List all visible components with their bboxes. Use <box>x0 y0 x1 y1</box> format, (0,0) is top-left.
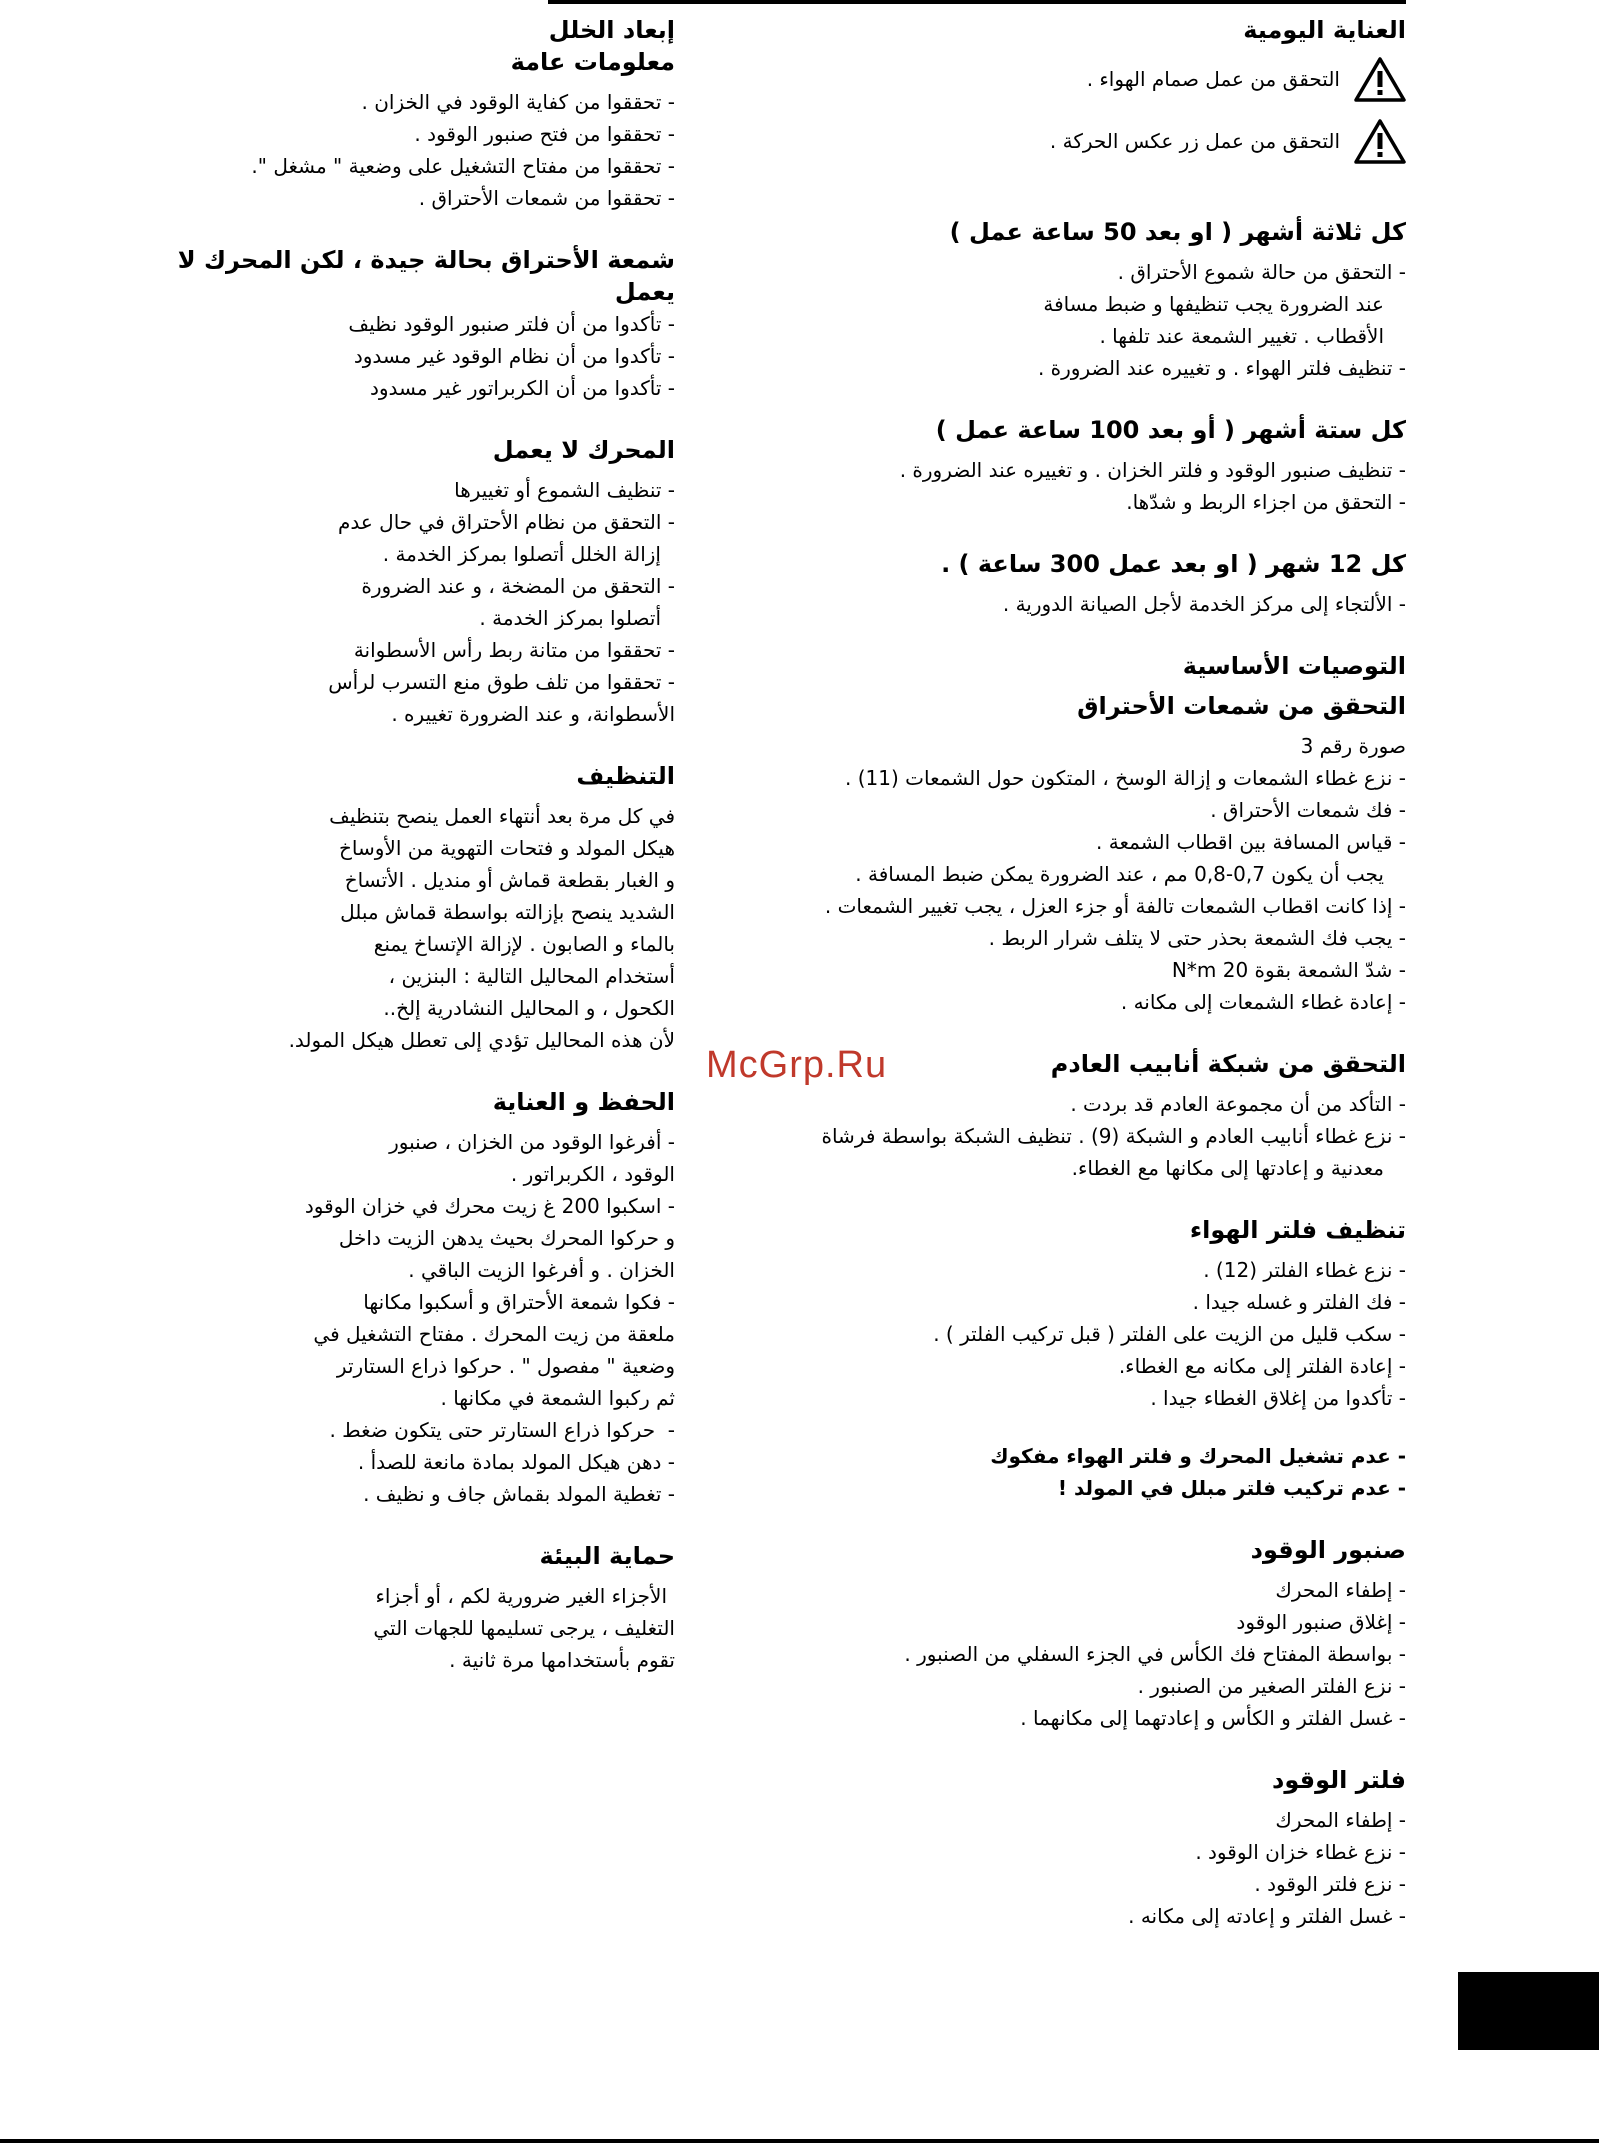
engine-not-working-section <box>155 434 675 730</box>
text-line: الكحول ، و المحاليل النشادرية إلخ.. <box>383 996 675 1020</box>
subsection-title: معلومات عامة <box>510 48 675 76</box>
warning-triangle-icon <box>1354 56 1406 102</box>
text-line: - تحققوا من كفاية الوقود في الخزان . <box>361 90 675 114</box>
text-line: أتصلوا بمركز الخدمة . <box>479 606 661 630</box>
text-line: - التحقق من حالة شموع الأحتراق . <box>1117 260 1406 284</box>
section-title: حماية البيئة <box>539 1542 675 1570</box>
section-title: تنظيف فلتر الهواء <box>1189 1216 1406 1244</box>
spark-ok-section <box>155 244 675 404</box>
text-line: صورة رقم 3 <box>1300 734 1406 758</box>
section-title: التنظيف <box>576 762 675 790</box>
section-title: صنبور الوقود <box>1250 1536 1406 1564</box>
page-tab-marker <box>1458 1972 1599 2050</box>
environment-section <box>155 1540 675 1676</box>
text-line: يجب أن يكون 0,7-0,8 مم ، عند الضرورة يمكن ضبط المسافة . <box>855 862 1384 886</box>
text-line: - شدّ الشمعة بقوة 20 N*m <box>1171 958 1406 982</box>
bottom-rule <box>0 2139 1599 2143</box>
text-line: - تأكدوا من أن نظام الوقود غير مسدود <box>353 344 675 368</box>
text-line: - التحقق من نظام الأحتراق في حال عدم <box>337 510 675 534</box>
text-line: - تحققوا من شمعات الأحتراق . <box>418 186 675 210</box>
text-line: - تنظيف الشموع أو تغييرها <box>454 478 675 502</box>
section-title: كل ثلاثة أشهر ( او بعد 50 ساعة عمل ) <box>949 218 1406 246</box>
storage-section <box>155 1086 675 1510</box>
warning-triangle-icon <box>1354 118 1406 164</box>
text-line: الأجزاء الغير ضرورية لكم ، أو أجزاء <box>375 1584 667 1608</box>
text-line: عند الضرورة يجب تنظيفها و ضبط مسافة <box>1043 292 1384 316</box>
text-line: - التحقق من اجزاء الربط و شدّها. <box>1126 490 1406 514</box>
text-line: - تنظيف صنبور الوقود و فلتر الخزان . و تغييره عند الضرورة . <box>899 458 1406 482</box>
text-line: - تأكدوا من أن الكربراتور غير مسدود <box>369 376 675 400</box>
warning-text: التحقق من عمل صمام الهواء . <box>1086 67 1340 91</box>
fuel-tap-section <box>686 1534 1406 1734</box>
text-line: - بواسطة المفتاح فك الكأس في الجزء السفلي من الصنبور . <box>904 1642 1406 1666</box>
text-line: تقوم بأستخدامها مرة ثانية . <box>449 1648 675 1672</box>
text-line: - إطفاء المحرك <box>1275 1578 1406 1602</box>
fuel-filter-section <box>686 1764 1406 1932</box>
section-title: كل 12 شهر ( او بعد عمل 300 ساعة ) . <box>941 550 1406 578</box>
text-line: - إطفاء المحرك <box>1275 1808 1406 1832</box>
warning-text: التحقق من عمل زر عكس الحركة . <box>1049 129 1340 153</box>
text-line: هيكل المولد و فتحات التهوية من الأوساخ <box>339 836 675 860</box>
text-line: التغليف ، يرجى تسليمها للجهات التي <box>373 1616 675 1640</box>
text-line: - تأكدوا من إغلاق الغطاء جيدا . <box>1150 1386 1406 1410</box>
warning-row <box>686 118 1406 164</box>
text-line: الشديد ينصح بإزالته بواسطة قماش مبلل <box>340 900 675 924</box>
text-line: الوقود ، الكربراتور . <box>510 1162 675 1186</box>
text-line: - فك شمعات الأحتراق . <box>1210 798 1406 822</box>
six-months-section <box>686 414 1406 518</box>
text-line: - نزع غطاء الشمعات و إزالة الوسخ ، المتكون حول الشمعات (11) . <box>845 766 1406 790</box>
text-line: - نزع غطاء الفلتر (12) . <box>1203 1258 1406 1282</box>
text-line: - يجب فك الشمعة بحذر حتى لا يتلف شرار الربط . <box>988 926 1406 950</box>
three-months-section <box>686 216 1406 384</box>
text-line: الخزان . و أفرغوا الزيت الباقي . <box>408 1258 675 1282</box>
text-line: - إذا كانت اقطاب الشمعات تالفة أو جزء العزل ، يجب تغيير الشمعات . <box>824 894 1406 918</box>
text-line: في كل مرة بعد أنتهاء العمل ينصح بتنظيف <box>329 804 675 828</box>
text-line: - غسل الفلتر و الكأس و إعادتهما إلى مكانهما . <box>1020 1706 1406 1730</box>
section-title: المحرك لا يعمل <box>492 436 675 464</box>
text-line: إزالة الخلل أتصلوا بمركز الخدمة . <box>382 542 661 566</box>
text-line: - التأكد من أن مجموعة العادم قد بردت . <box>1070 1092 1406 1116</box>
text-line: - نزع الفلتر الصغير من الصنبور . <box>1137 1674 1406 1698</box>
text-line: - اسكبوا 200 غ زيت محرك في خزان الوقود <box>304 1194 675 1218</box>
text-line: - غسل الفلتر و إعادته إلى مكانه . <box>1128 1904 1406 1928</box>
text-line: و الغبار بقطعة قماش أو منديل . الأتساخ <box>344 868 675 892</box>
exhaust-section <box>686 1048 1406 1184</box>
text-line: - نزع غطاء أنابيب العادم و الشبكة (9) . تنظيف الشبكة بواسطة فرشاة <box>821 1124 1406 1148</box>
text-line: و حركوا المحرك بحيث يدهن الزيت داخل <box>338 1226 675 1250</box>
twelve-months-section <box>686 548 1406 620</box>
section-title: فلتر الوقود <box>1272 1766 1406 1794</box>
warning-row <box>686 56 1406 102</box>
text-line: الأسطوانة، و عند الضرورة تغييره . <box>391 702 675 726</box>
section-title: التوصيات الأساسية <box>1182 652 1406 680</box>
text-line: - سكب قليل من الزيت على الفلتر ( قبل تركيب الفلتر ) . <box>933 1322 1406 1346</box>
text-line: الأقطاب . تغيير الشمعة عند تلفها . <box>1099 324 1384 348</box>
watermark: McGrp.Ru <box>706 1044 888 1086</box>
section-title: شمعة الأحتراق بحالة جيدة ، لكن المحرك لا يعمل <box>177 246 675 306</box>
section-title: الحفظ و العناية <box>492 1088 675 1116</box>
basic-recommendations-section <box>686 650 1406 1018</box>
warning-line: - عدم تركيب فلتر مبلل في المولد ! <box>1057 1476 1406 1500</box>
text-line: - دهن هيكل المولد بمادة مانعة للصدأ . <box>357 1450 675 1474</box>
section-title: العناية اليومية <box>1243 16 1406 44</box>
text-line: - التحقق من المضخة ، و عند الضرورة <box>361 574 675 598</box>
text-line: - تغطية المولد بقماش جاف و نظيف . <box>363 1482 675 1506</box>
text-line: أستخدام المحاليل التالية : البنزين ، <box>388 964 675 988</box>
text-line: - تحققوا من فتح صنبور الوقود . <box>414 122 675 146</box>
text-line: ملعقة من زيت المحرك . مفتاح التشغيل في <box>313 1322 675 1346</box>
text-line: - أفرغوا الوقود من الخزان ، صنبور <box>389 1130 675 1154</box>
text-line: معدنية و إعادتها إلى مكانها مع الغطاء. <box>1071 1156 1384 1180</box>
top-rule <box>548 0 1406 4</box>
subsection-title: التحقق من شمعات الأحتراق <box>1077 692 1406 720</box>
text-line: - إعادة غطاء الشمعات إلى مكانه . <box>1120 990 1406 1014</box>
air-filter-section <box>686 1214 1406 1504</box>
troubleshooting-section <box>155 14 675 214</box>
text-line: - نزع غطاء خزان الوقود . <box>1195 1840 1406 1864</box>
daily-care-section <box>686 14 1406 164</box>
section-title: التحقق من شبكة أنابيب العادم <box>1050 1050 1406 1078</box>
text-line: وضعية " مفصول " . حركوا ذراع الستارتر <box>336 1354 675 1378</box>
text-line: - تحققوا من تلف طوق منع التسرب لرأس <box>328 670 675 694</box>
text-line: لأن هذه المحاليل تؤدي إلى تعطل هيكل المولد. <box>288 1028 675 1052</box>
text-line: - تحققوا من مفتاح التشغيل على وضعية " مشغل ". <box>251 154 675 178</box>
text-line: - الألتجاء إلى مركز الخدمة لأجل الصيانة الدورية . <box>1002 592 1406 616</box>
text-line: ثم ركبوا الشمعة في مكانها . <box>440 1386 675 1410</box>
cleaning-section <box>155 760 675 1056</box>
text-line: - فك الفلتر و غسله جيدا . <box>1192 1290 1406 1314</box>
left-column <box>155 14 675 1676</box>
text-line: - حركوا ذراع الستارتر حتى يتكون ضغط . <box>329 1418 675 1442</box>
text-line: - نزع فلتر الوقود . <box>1254 1872 1406 1896</box>
text-line: بالماء و الصابون . لإزالة الإتساخ يمنع <box>373 932 675 956</box>
text-line: - تنظيف فلتر الهواء . و تغييره عند الضرورة . <box>1037 356 1406 380</box>
text-line: - تأكدوا من أن فلتر صنبور الوقود نظيف <box>348 312 675 336</box>
text-line: - إغلاق صنبور الوقود <box>1236 1610 1406 1634</box>
text-line: - قياس المسافة بين اقطاب الشمعة . <box>1096 830 1406 854</box>
warning-line: - عدم تشغيل المحرك و فلتر الهواء مفكوك <box>990 1444 1406 1468</box>
text-line: - فكوا شمعة الأحتراق و أسكبوا مكانها <box>363 1290 675 1314</box>
section-title: كل ستة أشهر ( أو بعد 100 ساعة عمل ) <box>935 416 1406 444</box>
right-column <box>686 14 1406 1932</box>
text-line: - تحققوا من متانة ربط رأس الأسطوانة <box>353 638 675 662</box>
text-line: - إعادة الفلتر إلى مكانه مع الغطاء. <box>1118 1354 1406 1378</box>
section-title: إبعاد الخلل <box>548 16 675 44</box>
